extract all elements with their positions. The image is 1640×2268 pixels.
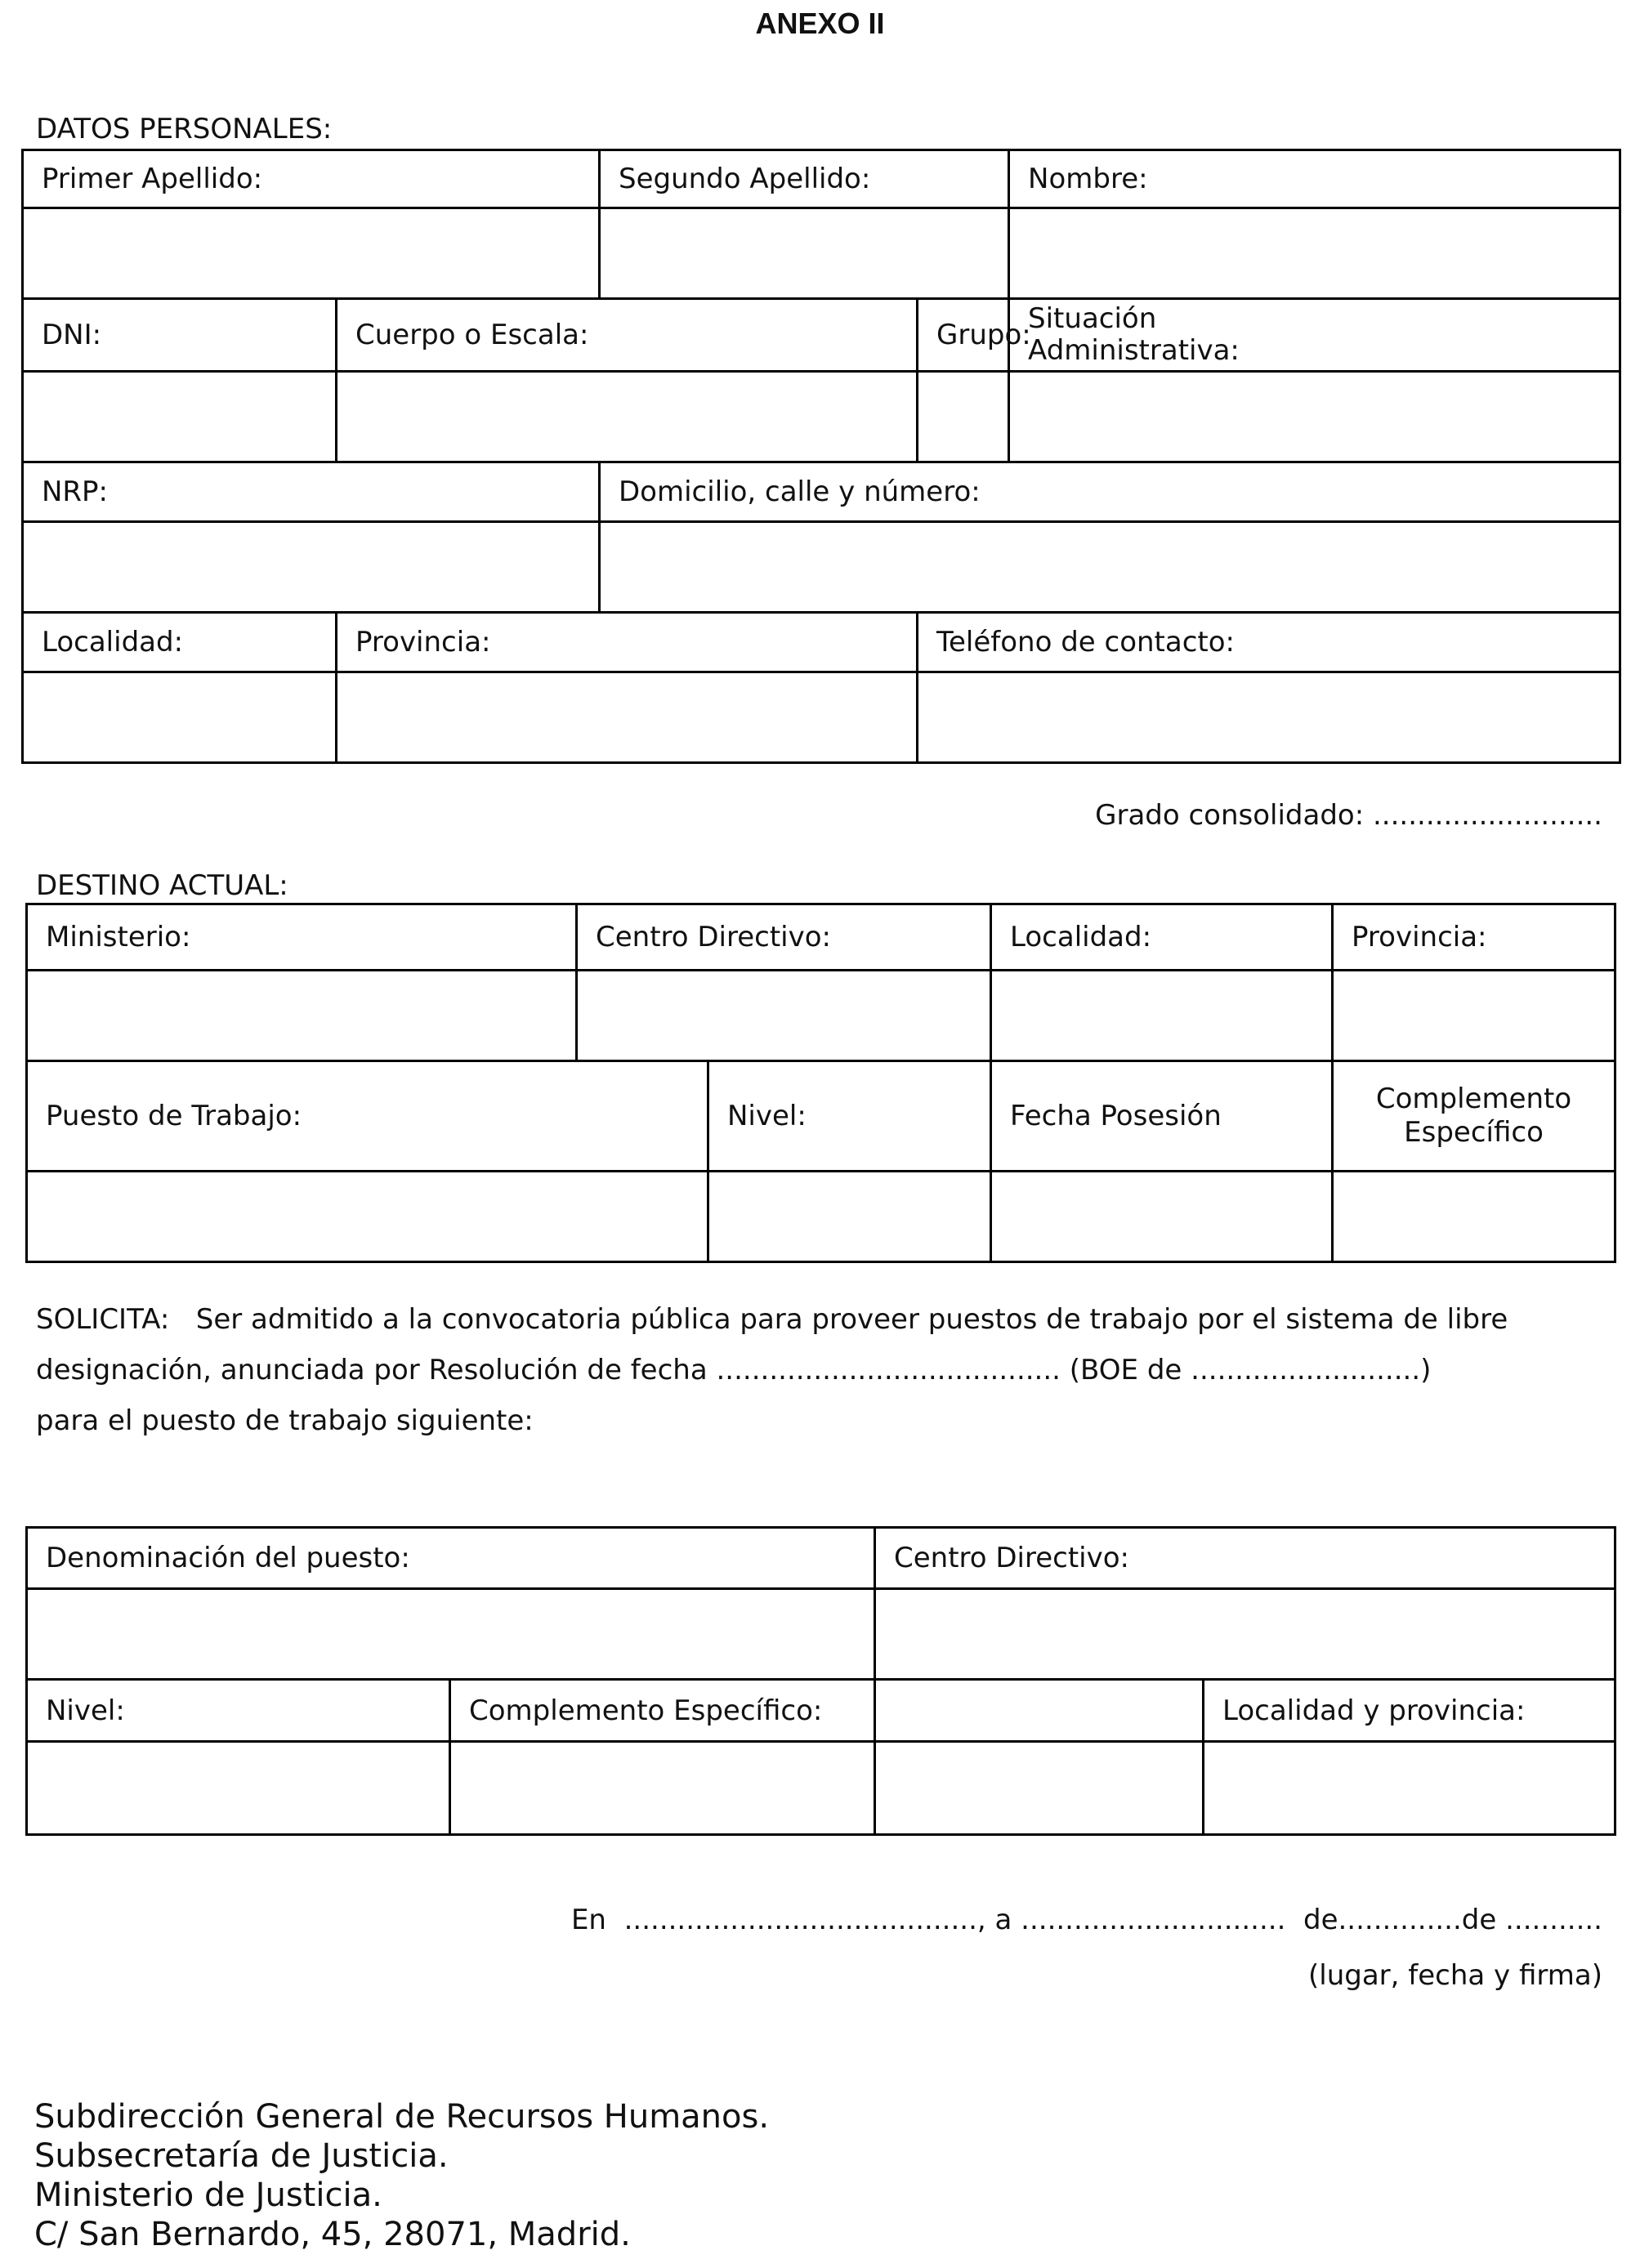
ministerio-field[interactable] (27, 971, 577, 1061)
puesto-localidad-provincia-label: Localidad y provincia: (875, 1680, 1615, 1742)
nivel-field[interactable] (708, 1172, 991, 1262)
puesto-trabajo-field[interactable] (27, 1172, 708, 1262)
cuerpo-escala-field[interactable] (337, 372, 918, 462)
nrp-field[interactable] (23, 522, 600, 613)
fecha-posesion-label: Fecha Posesión (991, 1061, 1333, 1172)
puesto-centro-directivo-label: Centro Directivo: (875, 1528, 1615, 1589)
personal-data-table (21, 149, 1621, 764)
puesto-centro-directivo-field[interactable] (875, 1589, 1615, 1680)
destino-actual-table (25, 903, 1616, 1263)
fecha-posesion-field[interactable] (991, 1172, 1333, 1262)
centro-directivo-field[interactable] (577, 971, 991, 1061)
grado-consolidado: Grado consolidado: .......................... (1095, 799, 1602, 832)
provincia-field[interactable] (337, 672, 918, 763)
personal-data-heading: DATOS PERSONALES: (36, 113, 333, 145)
puesto-localidad-provincia-field[interactable] (875, 1742, 1615, 1835)
solicita-line-2: designación, anunciada por Resolución de fecha ....................................... (BOE de ..........................) (36, 1354, 1432, 1386)
segundo-apellido-label: Segundo Apellido: (600, 150, 1009, 208)
footer-address (34, 2097, 769, 2254)
provincia-label: Provincia: (337, 613, 918, 672)
complemento-especifico-label: Complemento Específico (1333, 1061, 1615, 1172)
segundo-apellido-field[interactable] (600, 208, 1009, 299)
lugar-fecha-firma-caption: (lugar, fecha y firma) (1308, 1959, 1602, 1992)
puesto-trabajo-label: Puesto de Trabajo: (27, 1061, 708, 1172)
destino-localidad-field[interactable] (991, 971, 1333, 1061)
dni-label: DNI: (23, 299, 337, 372)
puesto-complemento-field[interactable] (450, 1742, 875, 1835)
puesto-nivel-field[interactable] (27, 1742, 450, 1835)
puesto-nivel-label: Nivel: (27, 1680, 450, 1742)
footer-line-2: Subsecretaría de Justicia. (34, 2137, 449, 2175)
telefono-label: Teléfono de contacto: (918, 613, 1620, 672)
puesto-solicitado-table (25, 1526, 1616, 1836)
footer-line-1: Subdirección General de Recursos Humanos. (34, 2098, 770, 2136)
centro-directivo-label: Centro Directivo: (577, 904, 991, 971)
nombre-label: Nombre: (1009, 150, 1620, 208)
ministerio-label: Ministerio: (27, 904, 577, 971)
solicita-line-3: para el puesto de trabajo siguiente: (36, 1404, 534, 1437)
page-title: ANEXO II (755, 7, 885, 40)
nrp-label: NRP: (23, 462, 600, 522)
lugar-fecha-line: En ........................................, a .............................. de..............de ........... (570, 1904, 1602, 1936)
footer-line-3: Ministerio de Justicia. (34, 2176, 382, 2214)
puesto-complemento-label: Complemento Específico: (450, 1680, 875, 1742)
denominacion-puesto-label: Denominación del puesto: (27, 1528, 875, 1589)
complemento-especifico-field[interactable] (1333, 1172, 1615, 1262)
grupo-label: Grupo: (918, 299, 1009, 372)
cuerpo-escala-label: Cuerpo o Escala: (337, 299, 918, 372)
localidad-label: Localidad: (23, 613, 337, 672)
denominacion-puesto-field[interactable] (27, 1589, 875, 1680)
domicilio-label: Domicilio, calle y número: (600, 462, 1620, 522)
solicita-line-1: SOLICITA: Ser admitido a la convocatoria pública para proveer puestos de trabajo por el sistema de libre (36, 1303, 1508, 1336)
nivel-label: Nivel: (708, 1061, 991, 1172)
domicilio-field[interactable] (600, 522, 1620, 613)
primer-apellido-label: Primer Apellido: (23, 150, 600, 208)
solicita-paragraph (36, 1294, 1605, 1446)
footer-line-4: C/ San Bernardo, 45, 28071, Madrid. (34, 2216, 631, 2253)
grupo-field[interactable] (918, 372, 1009, 462)
primer-apellido-field[interactable] (23, 208, 600, 299)
destino-provincia-field[interactable] (1333, 971, 1615, 1061)
destino-provincia-label: Provincia: (1333, 904, 1615, 971)
telefono-field[interactable] (918, 672, 1620, 763)
nombre-field[interactable] (1009, 208, 1620, 299)
situacion-administrativa-field[interactable] (1009, 372, 1620, 462)
dni-field[interactable] (23, 372, 337, 462)
destino-localidad-label: Localidad: (991, 904, 1333, 971)
situacion-administrativa-label: Situación Administrativa: (1009, 299, 1620, 372)
destino-actual-heading: DESTINO ACTUAL: (36, 869, 288, 902)
localidad-field[interactable] (23, 672, 337, 763)
